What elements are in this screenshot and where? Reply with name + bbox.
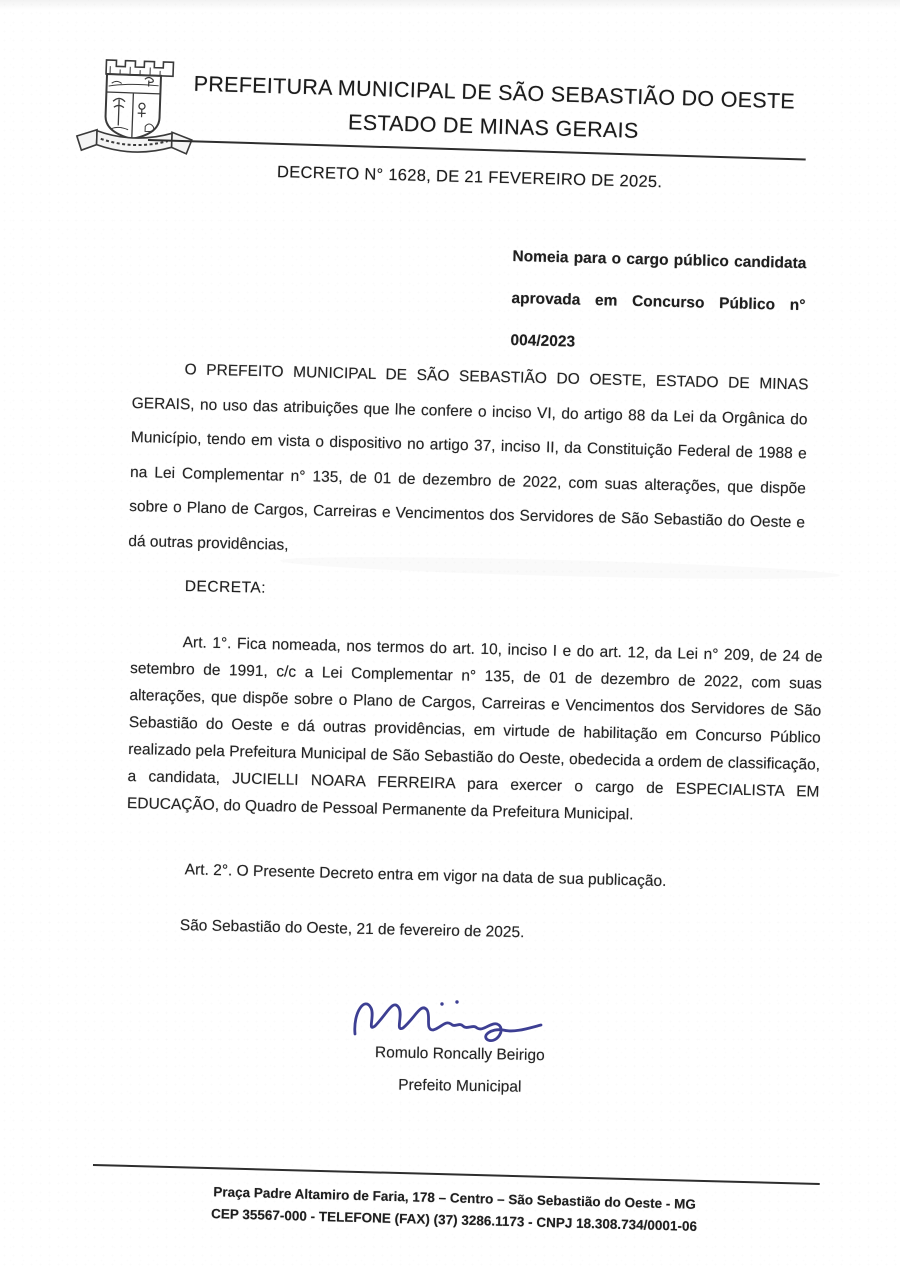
decree-title: DECRETO N° 1628, DE 21 FEVEREIRO DE 2025.	[276, 163, 663, 192]
dateline: São Sebastião do Oeste, 21 de fevereiro de 2025.	[179, 917, 525, 942]
letterhead-line1: PREFEITURA MUNICIPAL DE SÃO SEBASTIÃO DO OESTE	[193, 71, 796, 114]
footer-line2: CEP 35567-000 - TELEFONE (FAX) (37) 3286.1173 - CNPJ 18.308.734/0001-06	[210, 1206, 698, 1234]
article-1-paragraph: Art. 1°. Fica nomeada, nos termos do art. 10, inciso I e do art. 12, da Lei n° 209, de 24 de setembro de 1991, c/c a Lei Complementar n° 135, de 01 de dezembro de 2022, com suas alterações, que dispõe sobre o Plano de Cargos, Carreiras e Vencimentos dos Servidores de São Sebastião do Oeste e dá outras providências, em virtude de habilitação em Concurso Público realizado pela Prefeitura Municipal de São Sebastião do Oeste, obedecida a ordem de classificação, a candidata, JUCIELLI NOARA FERREIRA para exercer o cargo de ESPECIALISTA EM EDUCAÇÃO, do Quadro de Pessoal Permanente da Prefeitura Municipal.	[126, 634, 823, 824]
preamble-paragraph: O PREFEITO MUNICIPAL DE SÃO SEBASTIÃO DO OESTE, ESTADO DE MINAS GERAIS, no uso das atribuições que lhe confere o inciso VI, do artigo 88 da Lei da Orgânica do Município, tendo em vista o dispositivo no artigo 37, inciso II, da Constituição Federal de 1988 e na Lei Complementar n° 135, de 01 de dezembro de 2022, com suas alterações, que dispõe sobre o Plano de Cargos, Carreiras e Vencimentos dos Servidores de São Sebastião do Oeste e dá outras providências,	[128, 361, 809, 554]
decreta-heading: DECRETA:	[184, 578, 267, 597]
signature-ink	[345, 986, 563, 1050]
signer-name: Romulo Roncally Beirigo	[374, 1044, 545, 1065]
letterhead	[168, 66, 820, 153]
footer-address	[89, 1178, 820, 1241]
signer-title: Prefeito Municipal	[398, 1076, 522, 1096]
decree-summary: Nomeia para o cargo público candidata aprovada em Concurso Público n° 004/2023	[510, 247, 807, 351]
handwritten-signature-icon	[345, 986, 563, 1050]
article-2-paragraph: Art. 2°. O Presente Decreto entra em vigor na data de sua publicação.	[184, 861, 667, 891]
letterhead-line2: ESTADO DE MINAS GERAIS	[347, 110, 639, 143]
footer-line1: Praça Padre Altamiro de Faria, 178 – Centro – São Sebastião do Oeste - MG	[213, 1184, 697, 1212]
